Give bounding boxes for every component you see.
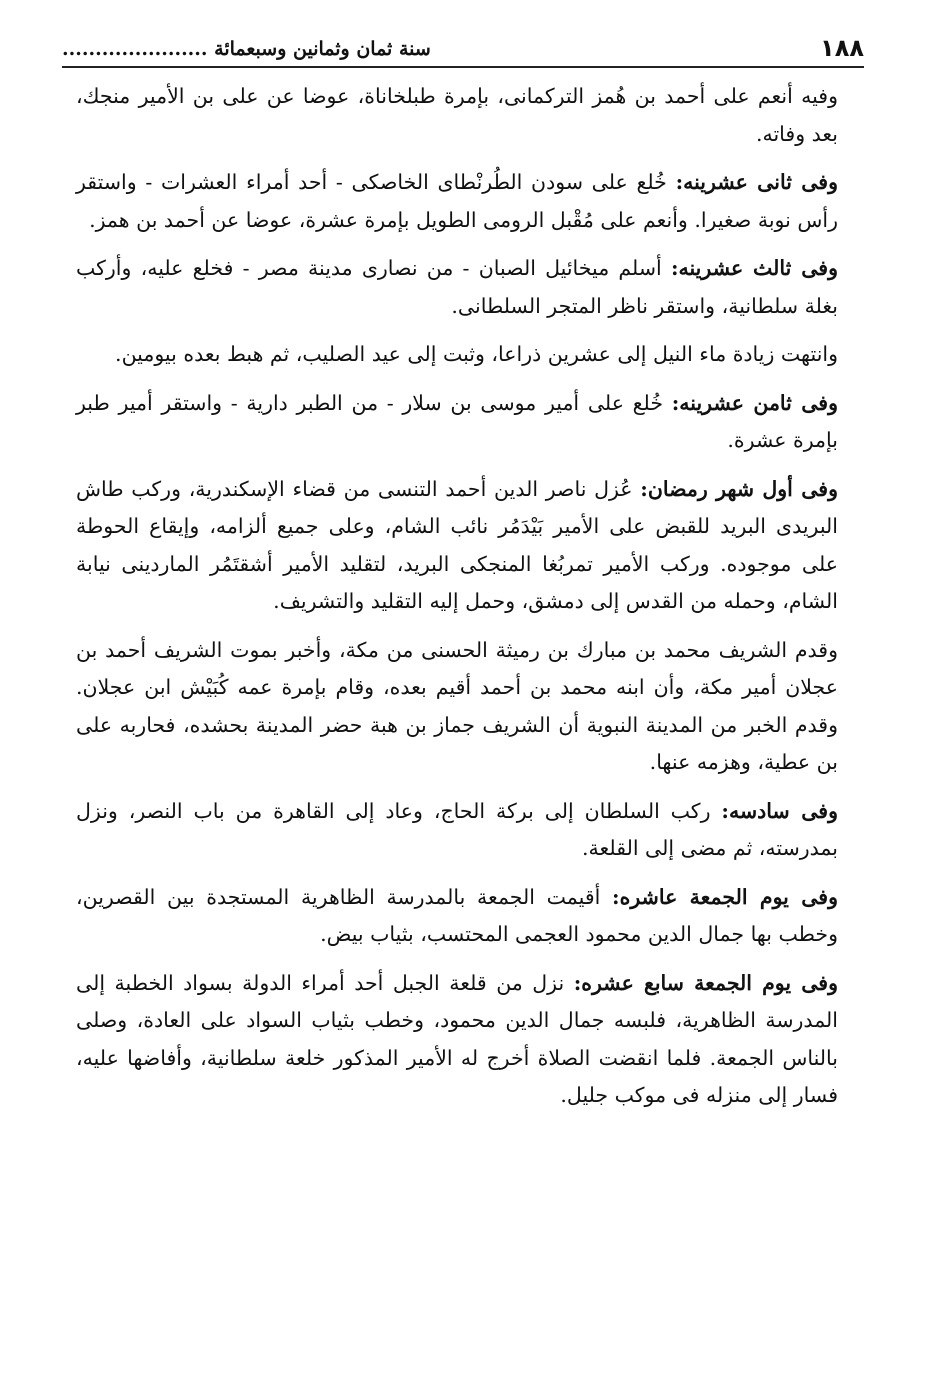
paragraph — [76, 250, 838, 325]
paragraph — [76, 793, 838, 868]
paragraph — [76, 879, 838, 954]
paragraph-text: وقدم الشريف محمد بن مبارك بن رميثة الحسنى من مكة، وأخبر بموت الشريف أحمد بن عجلان أمير مكة، وأن ابنه محمد بن أحمد أقيم بعده، وقام بإمرة عمه كُبَيْش ابن عجلان. وقدم الخبر من المدينة النبوية أن الشريف جماز بن هبة حضر المدينة بحشده، فحاربه على بن عطية، وهزمه عنها. — [76, 637, 838, 774]
paragraph-text: وانتهت زيادة ماء النيل إلى عشرين ذراعا، وثبت إلى عيد الصليب، ثم هبط بعده بيومين. — [115, 342, 838, 366]
paragraph-text: خُلع على سودن الطُرنْطاى الخاصكى - أحد أمراء العشرات - واستقر رأس نوبة صغيرا. وأنعم على مُقْبل الرومى الطويل بإمرة عشرة، عوضا عن أحمد بن همز. — [76, 170, 838, 232]
page-number: ١٨٨ — [820, 34, 864, 62]
paragraph — [76, 336, 838, 374]
paragraph-lead: وفى ثامن عشرينه: — [671, 390, 838, 415]
paragraph — [76, 78, 838, 153]
paragraph-lead: وفى ثالث عشرينه: — [670, 256, 839, 280]
paragraph — [76, 471, 838, 621]
paragraph-text: نزل من قلعة الجبل أحد أمراء الدولة بسواد الخطبة إلى المدرسة الظاهرية، فلبسه جمال الدين محمود، وخطب بثياب السواد على العادة، وصلى بالناس الجمعة. فلما انقضت الصلاة أخرج له الأمير المذكور خلعة سلطانية، وأفاضها عليه، فسار إلى منزله فى موكب جليل. — [76, 970, 838, 1107]
paragraph-lead: وفى يوم الجمعة عاشره: — [612, 884, 838, 909]
paragraph-text: ركب السلطان إلى بركة الحاج، وعاد إلى القاهرة من باب النصر، ونزل بمدرسته، ثم مضى إلى القلعة. — [76, 798, 838, 860]
page-body — [76, 78, 838, 1126]
paragraph — [76, 632, 838, 782]
paragraph-lead: وفى أول شهر رمضان: — [640, 476, 838, 501]
paragraph — [76, 164, 838, 239]
paragraph — [76, 965, 838, 1115]
paragraph — [76, 385, 838, 460]
paragraph-lead: وفى ثانى عشرينه: — [675, 170, 839, 194]
paragraph-text: عُزل ناصر الدين أحمد التنسى من قضاء الإسكندرية، وركب طاش البريدى البريد للقبض على الأمير بَيْدَمُر نائب الشام، وعلى جميع ألزامه، وإيقاع الحوطة على موجوده. وركب الأمير تمربُغا المنجكى البريد، لتقليد الأمير أشقتَمُر الماردينى نيابة الشام، وحمله من القدس إلى دمشق، وحمل إليه التقليد والتشريف. — [76, 476, 838, 613]
running-title: سنة ثمان وثمانين وسبعمائة ...................... — [62, 38, 431, 60]
paragraph-text: أسلم ميخائيل الصبان - من نصارى مدينة مصر - فخلع عليه، وأركب بغلة سلطانية، واستقر ناظر المتجر السلطانى. — [76, 256, 838, 318]
paragraph-lead: وفى يوم الجمعة سابع عشره: — [573, 970, 838, 995]
paragraph-lead: وفى سادسه: — [721, 798, 838, 823]
page-header — [62, 34, 864, 68]
paragraph-text: أقيمت الجمعة بالمدرسة الظاهرية المستجدة بين القصرين، وخطب بها جمال الدين محمود العجمى المحتسب، بثياب بيض. — [76, 884, 838, 946]
paragraph-text: خُلع على أمير موسى بن سلار - من الطبر دارية - واستقر أمير طبر بإمرة عشرة. — [76, 390, 838, 452]
paragraph-text: وفيه أنعم على أحمد بن هُمز التركمانى، بإمرة طبلخاناة، عوضا عن على بن الأمير منجك، بعد وفاته. — [76, 84, 838, 146]
